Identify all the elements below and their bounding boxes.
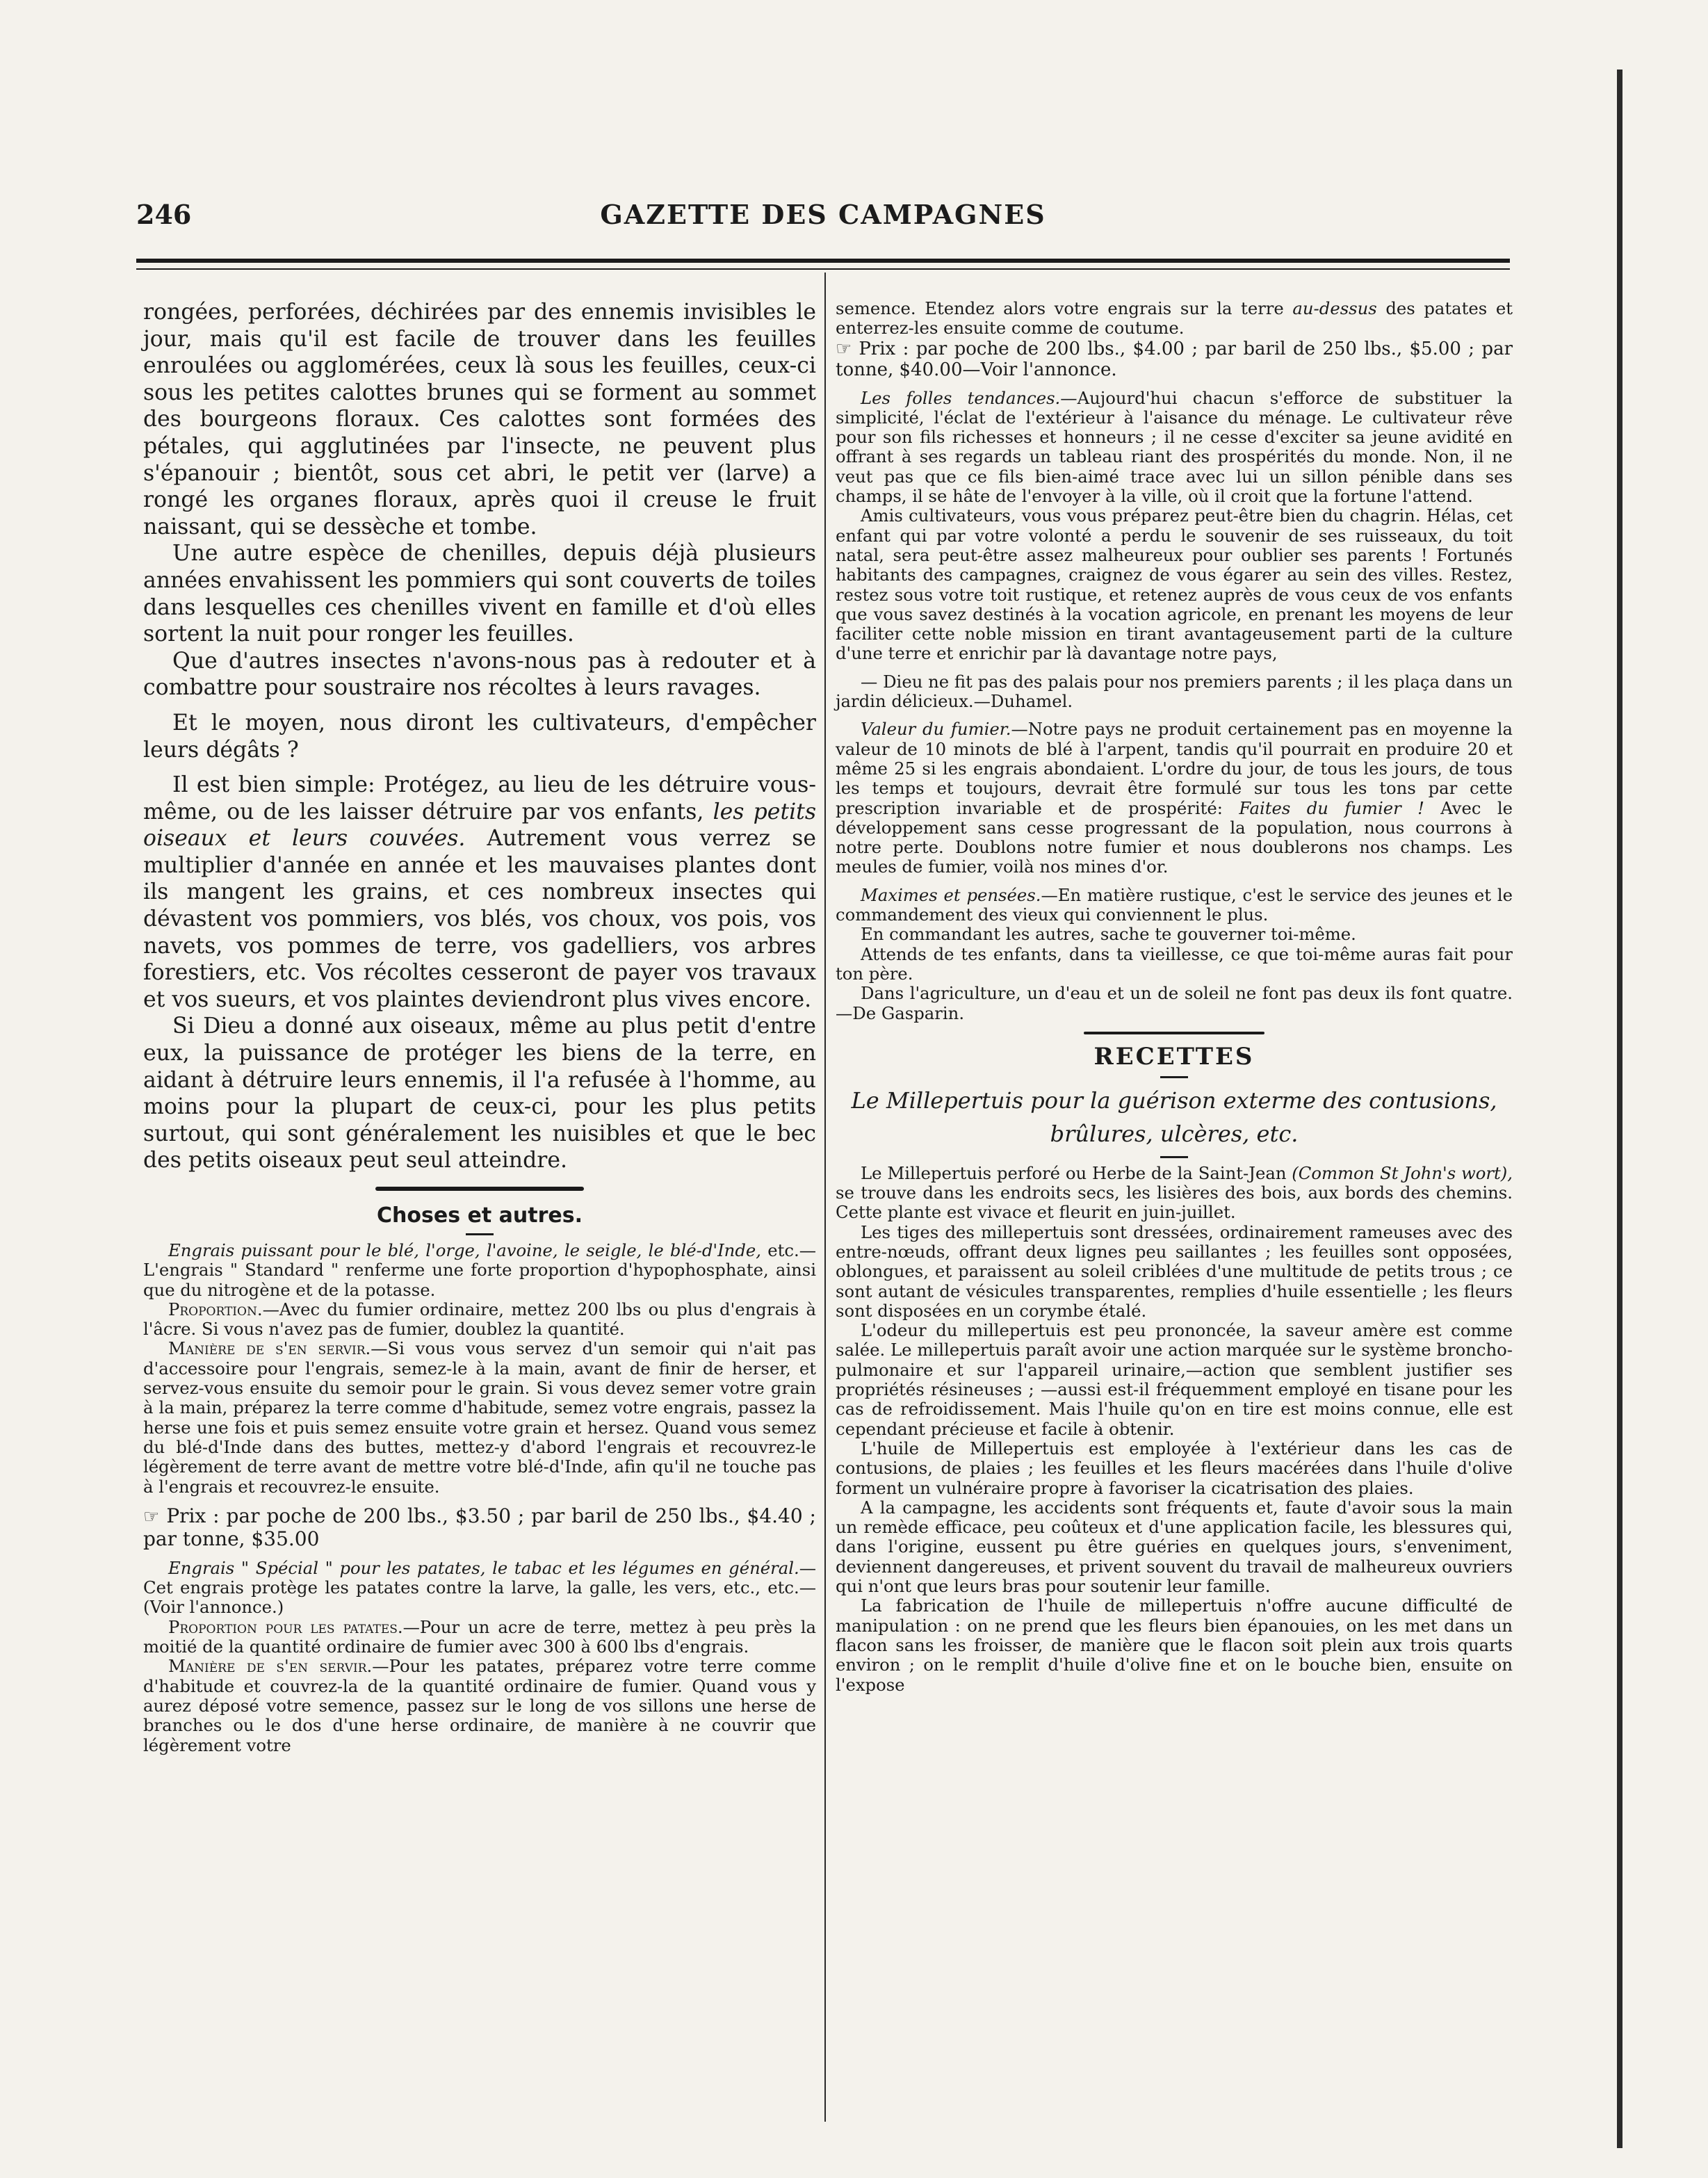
paragraph: Les tiges des millepertuis sont dressées, ordinairement rameuses avec des entre-nœuds, offrant deux lignes peu saillantes ; les feuilles sont opposées, oblongues, et paraissent au soleil criblées d'une multitude de petits trous ; ce sont autant de vésicules transparentes, remplies d'huile essentielle ; les fleurs sont disposées en un corymbe étalé.: [836, 1221, 1513, 1321]
paragraph: semence. Etendez alors votre engrais sur la terre au-dessus des patates et enterrez-les ensuite comme de coutume.: [836, 298, 1513, 339]
paragraph: Amis cultivateurs, vous vous préparez peut-être bien du chagrin. Hélas, cet enfant qui par votre volonté a perdu le souvenir de ses ruisseaux, du toit natal, sera peut-être assez malheureux pour oublier ses parents ! Fortunés habitants des campagnes, craignez de vous égarer au sein des villes. Restez, restez sous votre toit rustique, et retenez auprès de vous ceux de vos enfants que vous savez destinés à la vocation agricole, en prenant les moyens de leur faciliter cette noble mission en tirant avantageusement parti de la culture d'une terre et enrichir par là davantage notre pays,: [836, 505, 1513, 664]
paragraph: Et le moyen, nous diront les cultivateurs, d'empêcher leurs dégâts ?: [143, 710, 816, 763]
paragraph: Dans l'agriculture, un d'eau et un de soleil ne font pas deux ils font quatre.—De Gasparin.: [836, 983, 1513, 1023]
section-separator: [1084, 1032, 1264, 1034]
paragraph: La fabrication de l'huile de millepertuis n'offre aucune difficulté de manipulation : on ne prend que les fleurs bien épanouies, on les met dans un flacon sans les froisser, de manière que le flacon soit plein aux trois quarts environ ; on le remplit d'huile d'olive fine et on le bouche bien, ensuite on l'expose: [836, 1595, 1513, 1695]
paragraph: Les folles tendances.—Aujourd'hui chacun s'efforce de substituer la simplicité, l'éclat de l'extérieur à l'aisance du ménage. Le cultivateur rêve pour son fils richesses et honneurs ; il ne cesse d'exciter sa jeune avidité en offrant à ses regards un tableau riant des prospérités du monde. Non, il ne veut pas que ce fils bien-aimé trace avec lui un sillon pénible dans ses champs, il se hâte de l'envoyer à la ville, où il croit que la fortune l'attend.: [836, 387, 1513, 507]
recipe-title: Le Millepertuis pour la guérison exterme des contusions, brûlures, ulcères, etc.: [851, 1087, 1497, 1147]
paragraph: Manière de s'en servir.—Si vous vous servez d'un semoir qui n'ait pas d'accessoire pour l'engrais, semez-le à la main, avant de finir de herser, et servez-vous ensuite du semoir pour le grain. Si vous devez semer votre grain à la main, préparez la terre comme d'habitude, semez votre engrais, passez la herse une fois et puis semez ensuite votre grain et hersez. Quand vous semez du blé-d'Inde dans des buttes, mettez-y d'abord l'engrais et recouvrez-le légèrement de terre avant de mettre votre blé-d'Inde, afin qu'il ne touche pas à l'engrais et recouvrez-le ensuite.: [143, 1338, 816, 1497]
section-title-recettes: RECETTES: [1093, 1042, 1255, 1071]
paragraph: Maximes et pensées.—En matière rustique, c'est le service des jeunes et le commandement des vieux qui conviennent le plus.: [836, 884, 1513, 925]
paragraph: rongées, perforées, déchirées par des ennemis invisibles le jour, mais qu'il est facile de trouver dans les feuilles enroulées ou agglomérées, ceux là sous les feuilles, ceux-ci sous les petites calottes brunes qui se forment au sommet des bourgeons floraux. Ces calottes sont formées des pétales, qui agglutinées par l'insecte, ne peuvent plus s'épanouir ; bientôt, sous cet abri, le petit ver (larve) a rongé les organes floraux, après quoi il creuse le fruit naissant, qui se dessèche et tombe.: [143, 300, 816, 539]
section-separator: [375, 1187, 584, 1191]
paragraph: Une autre espèce de chenilles, depuis déjà plusieurs années envahissent les pommiers qui sont couverts de toiles dans lesquelles ces chenilles vivent en famille et d'où elles sortent la nuit pour ronger les feuilles.: [143, 541, 816, 647]
paragraph: Proportion pour les patates.—Pour un acre de terre, mettez à peu près la moitié de la quantité ordinaire de fumier avec 300 à 600 lbs d'engrais.: [143, 1616, 816, 1657]
price-line: ☞ Prix : par poche de 200 lbs., $4.00 ; par baril de 250 lbs., $5.00 ; par tonne, $40.00—Voir l'annonce.: [836, 338, 1513, 380]
paragraph: Proportion.—Avec du fumier ordinaire, mettez 200 lbs ou plus d'engrais à l'âcre. Si vous n'avez pas de fumier, doublez la quantité.: [143, 1299, 816, 1340]
paragraph: A la campagne, les accidents sont fréquents et, faute d'avoir sous la main un remède efficace, peu coûteux et d'une application facile, les blessures qui, dans l'origine, eussent pu être guéries en quelques jours, s'enveniment, deviennent dangereuses, et privent souvent du travail de malheureux ouvriers qui n'ont que leurs bras pour soutenir leur famille.: [836, 1497, 1513, 1597]
pointing-hand-icon: ☞: [836, 338, 852, 359]
article-insects: [143, 299, 816, 1174]
column-divider: [824, 273, 826, 2122]
page-number: 246: [136, 199, 192, 230]
paragraph: Si Dieu a donné aux oiseaux, même au plus petit d'entre eux, la puissance de protéger les biens de la terre, en aidant à détruire leurs ennemis, il l'a refusée à l'homme, au moins pour la plupart de ceux-ci, pour les plus petits surtout, qui sont généralement les nuisibles et que le bec des petits oiseaux peut seul atteindre.: [143, 1014, 816, 1173]
pointing-hand-icon: ☞: [143, 1506, 160, 1527]
paragraph: Engrais " Spécial " pour les patates, le tabac et les légumes en général.—Cet engrais protège les patates contre la larve, la galle, les vers, etc., etc.—(Voir l'annonce.): [143, 1557, 816, 1618]
title-dash: [466, 1233, 494, 1235]
title-dash: [1160, 1076, 1188, 1078]
paragraph: L'huile de Millepertuis est employée à l'extérieur dans les cas de contusions, de plaies ; les feuilles et les fleurs macérées dans l'huile d'olive forment un vulnéraire propre à favoriser la cicatrisation des plaies.: [836, 1438, 1513, 1498]
paragraph: Attends de tes enfants, dans ta vieillesse, ce que toi-même auras fait pour ton père.: [836, 943, 1513, 984]
header-rule-thin: [136, 268, 1510, 270]
header-rule-thick: [136, 259, 1510, 263]
binding-edge: [1617, 70, 1622, 2148]
paragraph: L'odeur du millepertuis est peu prononcée, la saveur amère est comme salée. Le millepertuis paraît avoir une action marquée sur le système broncho-pulmonaire et sur l'appareil urinaire,—action que semblent justifier ses propriétés résineuses ; —aussi est-il fréquemment employé en tisane pour les cas de refroidissement. Mais l'huile qu'on en tire est moins connue, elle est cependant précieuse et facile à obtenir.: [836, 1320, 1513, 1439]
page-title: GAZETTE DES CAMPAGNES: [600, 199, 1046, 230]
left-column: [143, 299, 816, 1755]
paragraph: Valeur du fumier.—Notre pays ne produit certainement pas en moyenne la valeur de 10 minots de blé à l'arpent, tandis qu'il pourrait en produire 20 et même 25 si les engrais abondaient. L'ordre du jour, de tous les jours, de tous les temps et toujours, devrait être formulé sur tous les tons par cette prescription invariable et de prospérité: Faites du fumier ! Avec le développement sans cesse progressant de la population, nous courrons à notre perte. Doublons notre fumier et nous doublerons nos champs. Les meules de fumier, voilà nos mines d'or.: [836, 719, 1513, 877]
title-dash: [1160, 1156, 1188, 1158]
paragraph: Le Millepertuis perforé ou Herbe de la Saint-Jean (Common St John's wort), se trouve dans les endroits secs, les lisières des bois, aux bords des chemins. Cette plante est vivace et fleurit en juin-juillet.: [836, 1162, 1513, 1223]
page-header: [136, 199, 1510, 234]
paragraph: Que d'autres insectes n'avons-nous pas à redouter et à combattre pour soustraire nos récoltes à leurs ravages.: [143, 648, 816, 701]
paragraph: En commandant les autres, sache te gouverner toi-même.: [861, 924, 1356, 945]
paragraph: Manière de s'en servir.—Pour les patates, préparez votre terre comme d'habitude et couvrez-la de la quantité ordinaire de fumier. Quand vous y aurez déposé votre semence, passez sur le long de vos sillons une herse de branches ou le dos d'une herse ordinaire, de manière à ne couvrir que légèrement votre: [143, 1656, 816, 1755]
paragraph: Il est bien simple: Protégez, au lieu de les détruire vous-même, ou de les laisser détruire par vos enfants, les petits oiseaux et leurs couvées. Autrement vous verrez se multiplier d'année en année et les mauvaises plantes dont ils mangent les grains, et ces nombreux insectes qui dévastent vos pommiers, vos blés, vos choux, vos pois, vos navets, vos pommes de terre, vos gadelliers, vos arbres forestiers, etc. Vos récoltes cesseront de payer vos travaux et vos sueurs, et vos plaintes deviendront plus vives encore.: [143, 772, 817, 1012]
price-line: ☞ Prix : par poche de 200 lbs., $3.50 ; par baril de 250 lbs., $4.40 ; par tonne, $35.00: [143, 1504, 816, 1550]
paragraph: Engrais puissant pour le blé, l'orge, l'avoine, le seigle, le blé-d'Inde, etc.—L'engrais " Standard " renferme une forte proportion d'hypophosphate, ainsi que du nitrogène et de la potasse.: [143, 1240, 816, 1300]
paragraph: — Dieu ne fit pas des palais pour nos premiers parents ; il les plaça dans un jardin délicieux.—Duhamel.: [836, 671, 1513, 712]
article-engrais: [143, 1241, 816, 1755]
right-column: [836, 299, 1513, 1695]
section-title: Choses et autres.: [377, 1203, 583, 1228]
